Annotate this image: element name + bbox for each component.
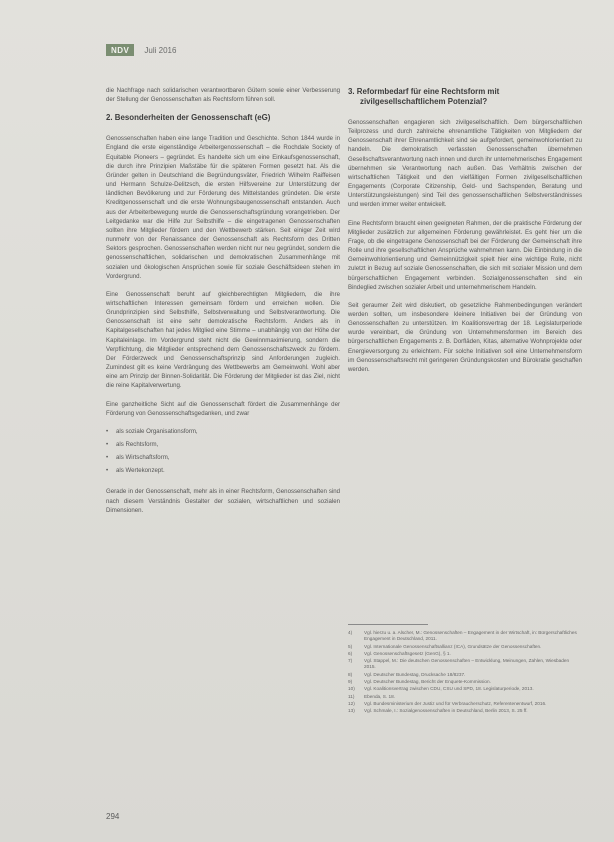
footnote-number: 11) — [348, 693, 355, 699]
footnote-text: Ebenda, S. 18. — [364, 693, 396, 699]
footnote — [348, 644, 582, 650]
footnote-divider — [348, 624, 428, 625]
section-heading-3: 3. Reformbedarf für eine Rechtsform mit zivilgesellschaftlichem Potenzial? — [348, 87, 500, 106]
right-column — [348, 86, 582, 383]
list-item: • als Wirtschaftsform, — [106, 453, 340, 462]
journal-badge: NDV — [106, 44, 134, 56]
footnote — [348, 694, 582, 700]
footnote-number: 6) — [348, 650, 353, 656]
footnote-number: 13) — [348, 708, 355, 714]
footnote-number: 10) — [348, 686, 355, 692]
footnote-number: 5) — [348, 643, 353, 649]
footnote-text: Vgl. hierzu u. a. Alscher, M.: Genossenschaften – Engagement in der Wirtschaft, in: Bürgerschaftliches Engagement in Deutschland, 2011. — [364, 630, 577, 642]
footnote-text: Vgl. Schmale, I.: Sozialgenossenschaften in Deutschland, Berlin 2013, S. 25 ff. — [364, 708, 528, 714]
paragraph: Genossenschaften engagieren sich zivilgesellschaftlich. Dem bürgerschaftlichen Teilprozess und durch zahlreiche ehrenamtliche Tätigkeiten von Mitgliedern der Genossenschaft ihrer Ehrenamtlichkeit sind sie aufgefordert, gemeinwohlorientiert zu handeln. Die demokratisch verfassten Genossenschaften übernehmen Gesellschaftsverantwortung nach innen und durch ihr unternehmerisches Engagement übernehmen sie Verantwortung nach außen. Das Verhältnis zwischen der wirtschaftlichen Tätigkeit und den vielfältigen Formen zivilgesellschaftlichen Engagements (Corporate Citizenship, Geld- und Sachspenden, Beratung und Unterstützungsleistungen) sind Teil des genossenschaftlichen Selbstverständnisses und werden immer weiter entwickelt. — [348, 119, 582, 209]
footnote-text: Vgl. Deutscher Bundestag, Drucksache 18/8237. — [364, 671, 466, 677]
footnote-text: Vgl. Internationale Genossenschaftsallianz (ICA), Grundsätze der Genossenschaften. — [364, 643, 542, 649]
list-item: • als soziale Organisationsform, — [106, 427, 340, 436]
paragraph: Genossenschaften haben eine lange Tradition und Geschichte. Schon 1844 wurde in England die erste eigenständige Arbeitergenossenschaft – die Rochdale Society of Equitable Pioneers – gegründet. Es handelte sich um eine Einkaufsgenossenschaft, die durch ihre Prinzipien Maßstäbe für die späteren Formen gesetzt hat. Als die Gründer gelten in Deutschland die Begründungsväter, Friedrich Wilhelm Raiffeisen und Hermann Schulze-Delitzsch, die ersten Hilfsvereine zur Unterstützung der ländlichen Bevölkerung und zur Förderung des Mittelstandes gründeten. Die erste Kreditgenossenschaft und die erste Wohnungsbaugenossenschaft entstanden. Auch aus der Arbeiterbewegung wurde die Genossenschaftsgründung vorangetrieben. Der Leitgedanke war die Hilfe zur Selbsthilfe – die eingetragenen Genossenschaften sollten ihre Mitglieder fördern und den Wettbewerb stärken. Seit einiger Zeit wird nunmehr von der Renaissance der Genossenschaft als Rechtsform des Dritten Sektors gesprochen. Genossenschaften werden nicht nur neu gegründet, sondern die genossenschaftlichen, solidarischen und demokratischen Zusammenhänge mit sozialen und ökologischen Ansprüchen sowie für soziale Geschäftsideen stehen im Vordergrund. — [106, 135, 340, 280]
footnote-number: 8) — [348, 671, 353, 677]
paragraph: Eine ganzheitliche Sicht auf die Genossenschaft fördert die Zusammenhänge der Förderung von Genossenschaftsgedanken, und zwar — [106, 400, 340, 417]
footnote-number: 7) — [348, 658, 353, 664]
bullet-list — [106, 427, 340, 476]
footnote-text: Vgl. Deutscher Bundestag, Bericht der Enquete-Kommission. — [364, 679, 491, 685]
page-number: 294 — [106, 812, 120, 821]
footnote-text: Vgl. Koalitionsvertrag zwischen CDU, CSU und SPD, 18. Legislaturperiode, 2013. — [364, 686, 534, 692]
footnote — [348, 701, 582, 707]
paragraph: Gerade in der Genossenschaft, mehr als in einer Rechtsform, Genossenschaften sind nach diesem Verständnis Gestalter der sozialen, wirtschaftlichen und sozialen Dimensionen. — [106, 488, 340, 514]
footnote-text: Vgl. Bundesministerium der Justiz und für Verbraucherschutz, Referentenentwurf, 2016. — [364, 700, 547, 706]
list-item: • als Rechtsform, — [106, 440, 340, 449]
footnote — [348, 651, 582, 657]
issue-date: Juli 2016 — [144, 45, 177, 55]
list-item: • als Wertekonzept. — [106, 466, 340, 475]
footnote-number: 9) — [348, 679, 353, 685]
page-header — [106, 44, 176, 56]
footnote — [348, 708, 582, 714]
paragraph: Seit geraumer Zeit wird diskutiert, ob gesetzliche Rahmenbedingungen verändert werden sollten, um insbesondere kleinere Initiativen bei der Gründung von Genossenschaften zu unterstützen. Im Koalitionsvertrag der 18. Legislaturperiode wurde vereinbart, die Gründung von Unternehmensformen im Bereich des bürgerschaftlichen Engagements z. B. Dorfläden, Kitas, alternative Wohnprojekte oder Energieversorgung zu erleichtern. Für solche Initiativen soll eine Unternehmensform im Genossenschaftsrecht mit geringeren Gründungskosten und Bürokratie geschaffen werden. — [348, 301, 582, 373]
footnote-number: 12) — [348, 700, 355, 706]
footnote — [348, 679, 582, 685]
footnote-text: Vgl. Genossenschaftsgesetz (GenG), § 1. — [364, 650, 451, 656]
left-column — [106, 86, 340, 524]
footnote — [348, 672, 582, 678]
footnote — [348, 658, 582, 671]
section-heading-2: 2. Besonderheiten der Genossenschaft (eG) — [106, 113, 271, 123]
paragraph: Eine Genossenschaft beruht auf gleichberechtigten Mitgliedern, die ihre wirtschaftlichen Interessen gemeinsam fördern und erreichen wollen. Die Grundprinzipien sind Selbsthilfe, Selbstverwaltung und Selbstverantwortung. Die Genossenschaft ist eine sehr demokratische Rechtsform. Anders als in Kapitalgesellschaften hat jedes Mitglied eine Stimme – unabhängig von der Höhe der Kapitaleinlage. Im Vordergrund steht nicht die Gewinnmaximierung, sondern die Verpflichtung, die Mitglieder entsprechend dem Genossenschaftszweck zu fördern. Der Förderzweck und Genossenschaftsprinzip sind Anforderungen zugleich. Zumindest gilt es keine Verdrängung des Wettbewerbs am Gemeinwohl. Wohl aber eine am Prinzip der Binnen-Solidarität. Die Förderung der Mitglieder ist das Ziel, nicht die reine Kapitalverwertung. — [106, 290, 340, 390]
footnotes — [348, 630, 582, 716]
intro-paragraph: die Nachfrage nach solidarischen verantwortbaren Gütern sowie einer Verbesserung der Stellung der Genossenschaften als Rechtsform führen soll. — [106, 87, 340, 104]
footnote — [348, 630, 582, 643]
paragraph: Eine Rechtsform braucht einen geeigneten Rahmen, der die praktische Förderung der Mitglieder zusätzlich zur allgemeinen Förderung gewährleistet. Es geht hier um die Frage, ob die eingetragene Genossenschaft bei der Förderung der Gemeinschaft ihre Rolle und ihre gesellschaftlichen Ansprüche wahrnehmen kann. Die Einbindung in die Gemeinwohlorientierung und Gemeinnützigkeit spielt hier eine wichtige Rolle, nicht zuletzt in Bezug auf soziale Genossenschaften, die sich mit sozialer Mission und dem bürgerschaftlichen Engagement verbinden. Sozialgenossenschaften sind ein Bindeglied zwischen sozialer Arbeit und unternehmerischem Handeln. — [348, 219, 582, 291]
footnote-text: Vgl. Stappel, M.: Die deutschen Genossenschaften – Entwicklung, Meinungen, Zahlen, Wiesbaden 2015. — [364, 658, 570, 670]
footnote — [348, 686, 582, 692]
footnote-number: 4) — [348, 630, 353, 635]
